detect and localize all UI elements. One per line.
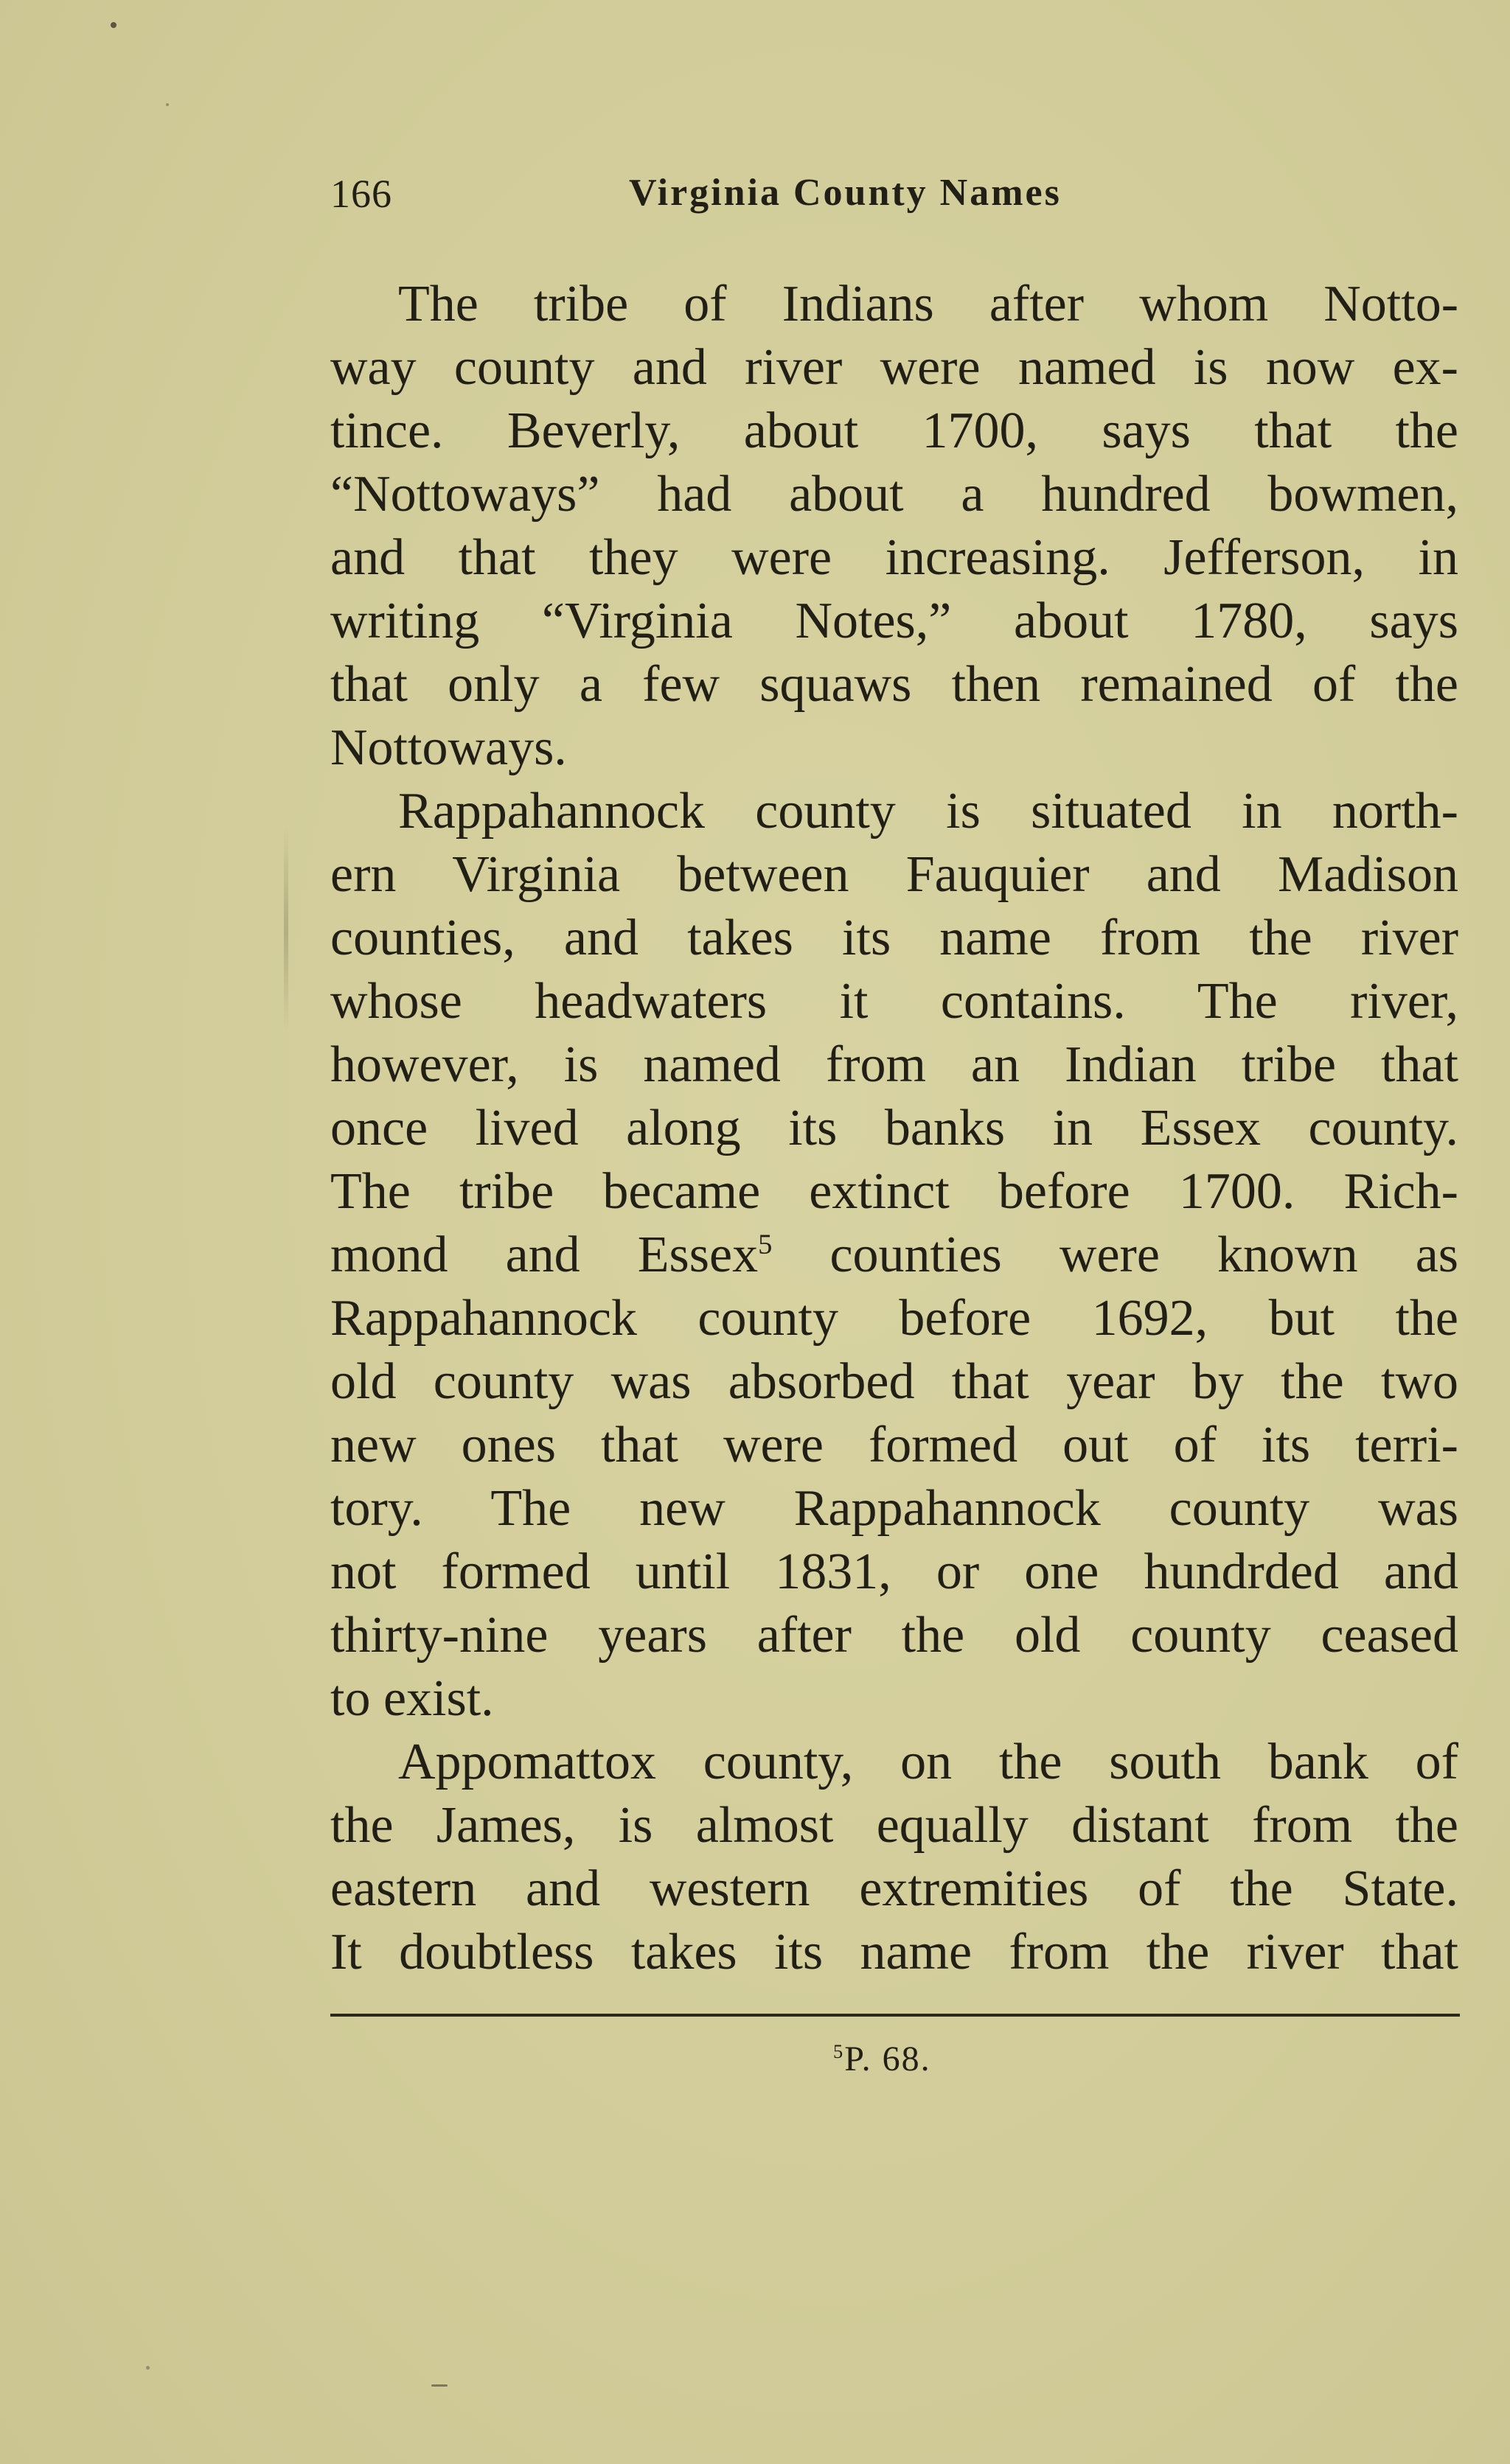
text-line: the James, is almost equally distant from the xyxy=(330,1797,1458,1854)
body-text xyxy=(330,273,1458,1984)
text-segment: mond and Essex xyxy=(330,1226,759,1283)
text-line-with-footnote-ref xyxy=(330,1224,1458,1287)
text-line: thirty-nine years after the old county ceased xyxy=(330,1607,1458,1664)
page-number: 166 xyxy=(330,172,392,216)
text-line: The tribe became extinct before 1700. Rich- xyxy=(330,1163,1458,1220)
footnote-ref: 5 xyxy=(758,1229,773,1260)
text-line: Nottoways. xyxy=(330,719,567,776)
text-line: It doubtless takes its name from the river that xyxy=(330,1924,1458,1980)
running-head xyxy=(330,171,1458,223)
text-line: however, is named from an Indian tribe that xyxy=(330,1036,1458,1093)
paper-speck xyxy=(111,22,116,28)
text-line: old county was absorbed that year by the two xyxy=(330,1353,1458,1410)
text-line: “Nottoways” had about a hundred bowmen, xyxy=(330,466,1458,523)
text-line: to exist. xyxy=(330,1670,494,1727)
footnote-rule xyxy=(330,2014,1460,2017)
text-line: once lived along its banks in Essex county. xyxy=(330,1100,1458,1156)
paper-speck xyxy=(166,103,169,106)
text-segment: counties were known as xyxy=(829,1226,1459,1283)
text-line: that only a few squaws then remained of the xyxy=(330,656,1458,713)
text-line: not formed until 1831, or one hundrded and xyxy=(330,1543,1458,1600)
text-line: tory. The new Rappahannock county was xyxy=(330,1480,1458,1537)
text-line: ern Virginia between Fauquier and Madison xyxy=(330,846,1458,903)
text-line: whose headwaters it contains. The river, xyxy=(330,973,1458,1030)
text-line: tince. Beverly, about 1700, says that the xyxy=(330,402,1458,459)
footnote xyxy=(833,2039,931,2079)
text-line: new ones that were formed out of its terri- xyxy=(330,1417,1458,1473)
text-line: counties, and takes its name from the river xyxy=(330,910,1458,966)
footnote-marker: 5 xyxy=(833,2040,845,2062)
paper-speck xyxy=(431,2384,448,2387)
text-line: writing “Virginia Notes,” about 1780, says xyxy=(330,593,1458,649)
footnote-text: P. 68. xyxy=(844,2039,931,2079)
text-line: Rappahannock county is situated in north- xyxy=(398,783,1458,840)
running-head-title: Virginia County Names xyxy=(629,172,1062,214)
text-line: and that they were increasing. Jefferson, in xyxy=(330,529,1458,586)
text-line: The tribe of Indians after whom Notto- xyxy=(398,276,1458,332)
text-line: eastern and western extremities of the State. xyxy=(330,1860,1458,1917)
text-line: Appomattox county, on the south bank of xyxy=(398,1734,1458,1790)
paper-speck xyxy=(146,2366,150,2370)
text-line: way county and river were named is now ex- xyxy=(330,339,1458,396)
paper-crease xyxy=(284,826,288,1032)
text-line: Rappahannock county before 1692, but the xyxy=(330,1290,1458,1347)
